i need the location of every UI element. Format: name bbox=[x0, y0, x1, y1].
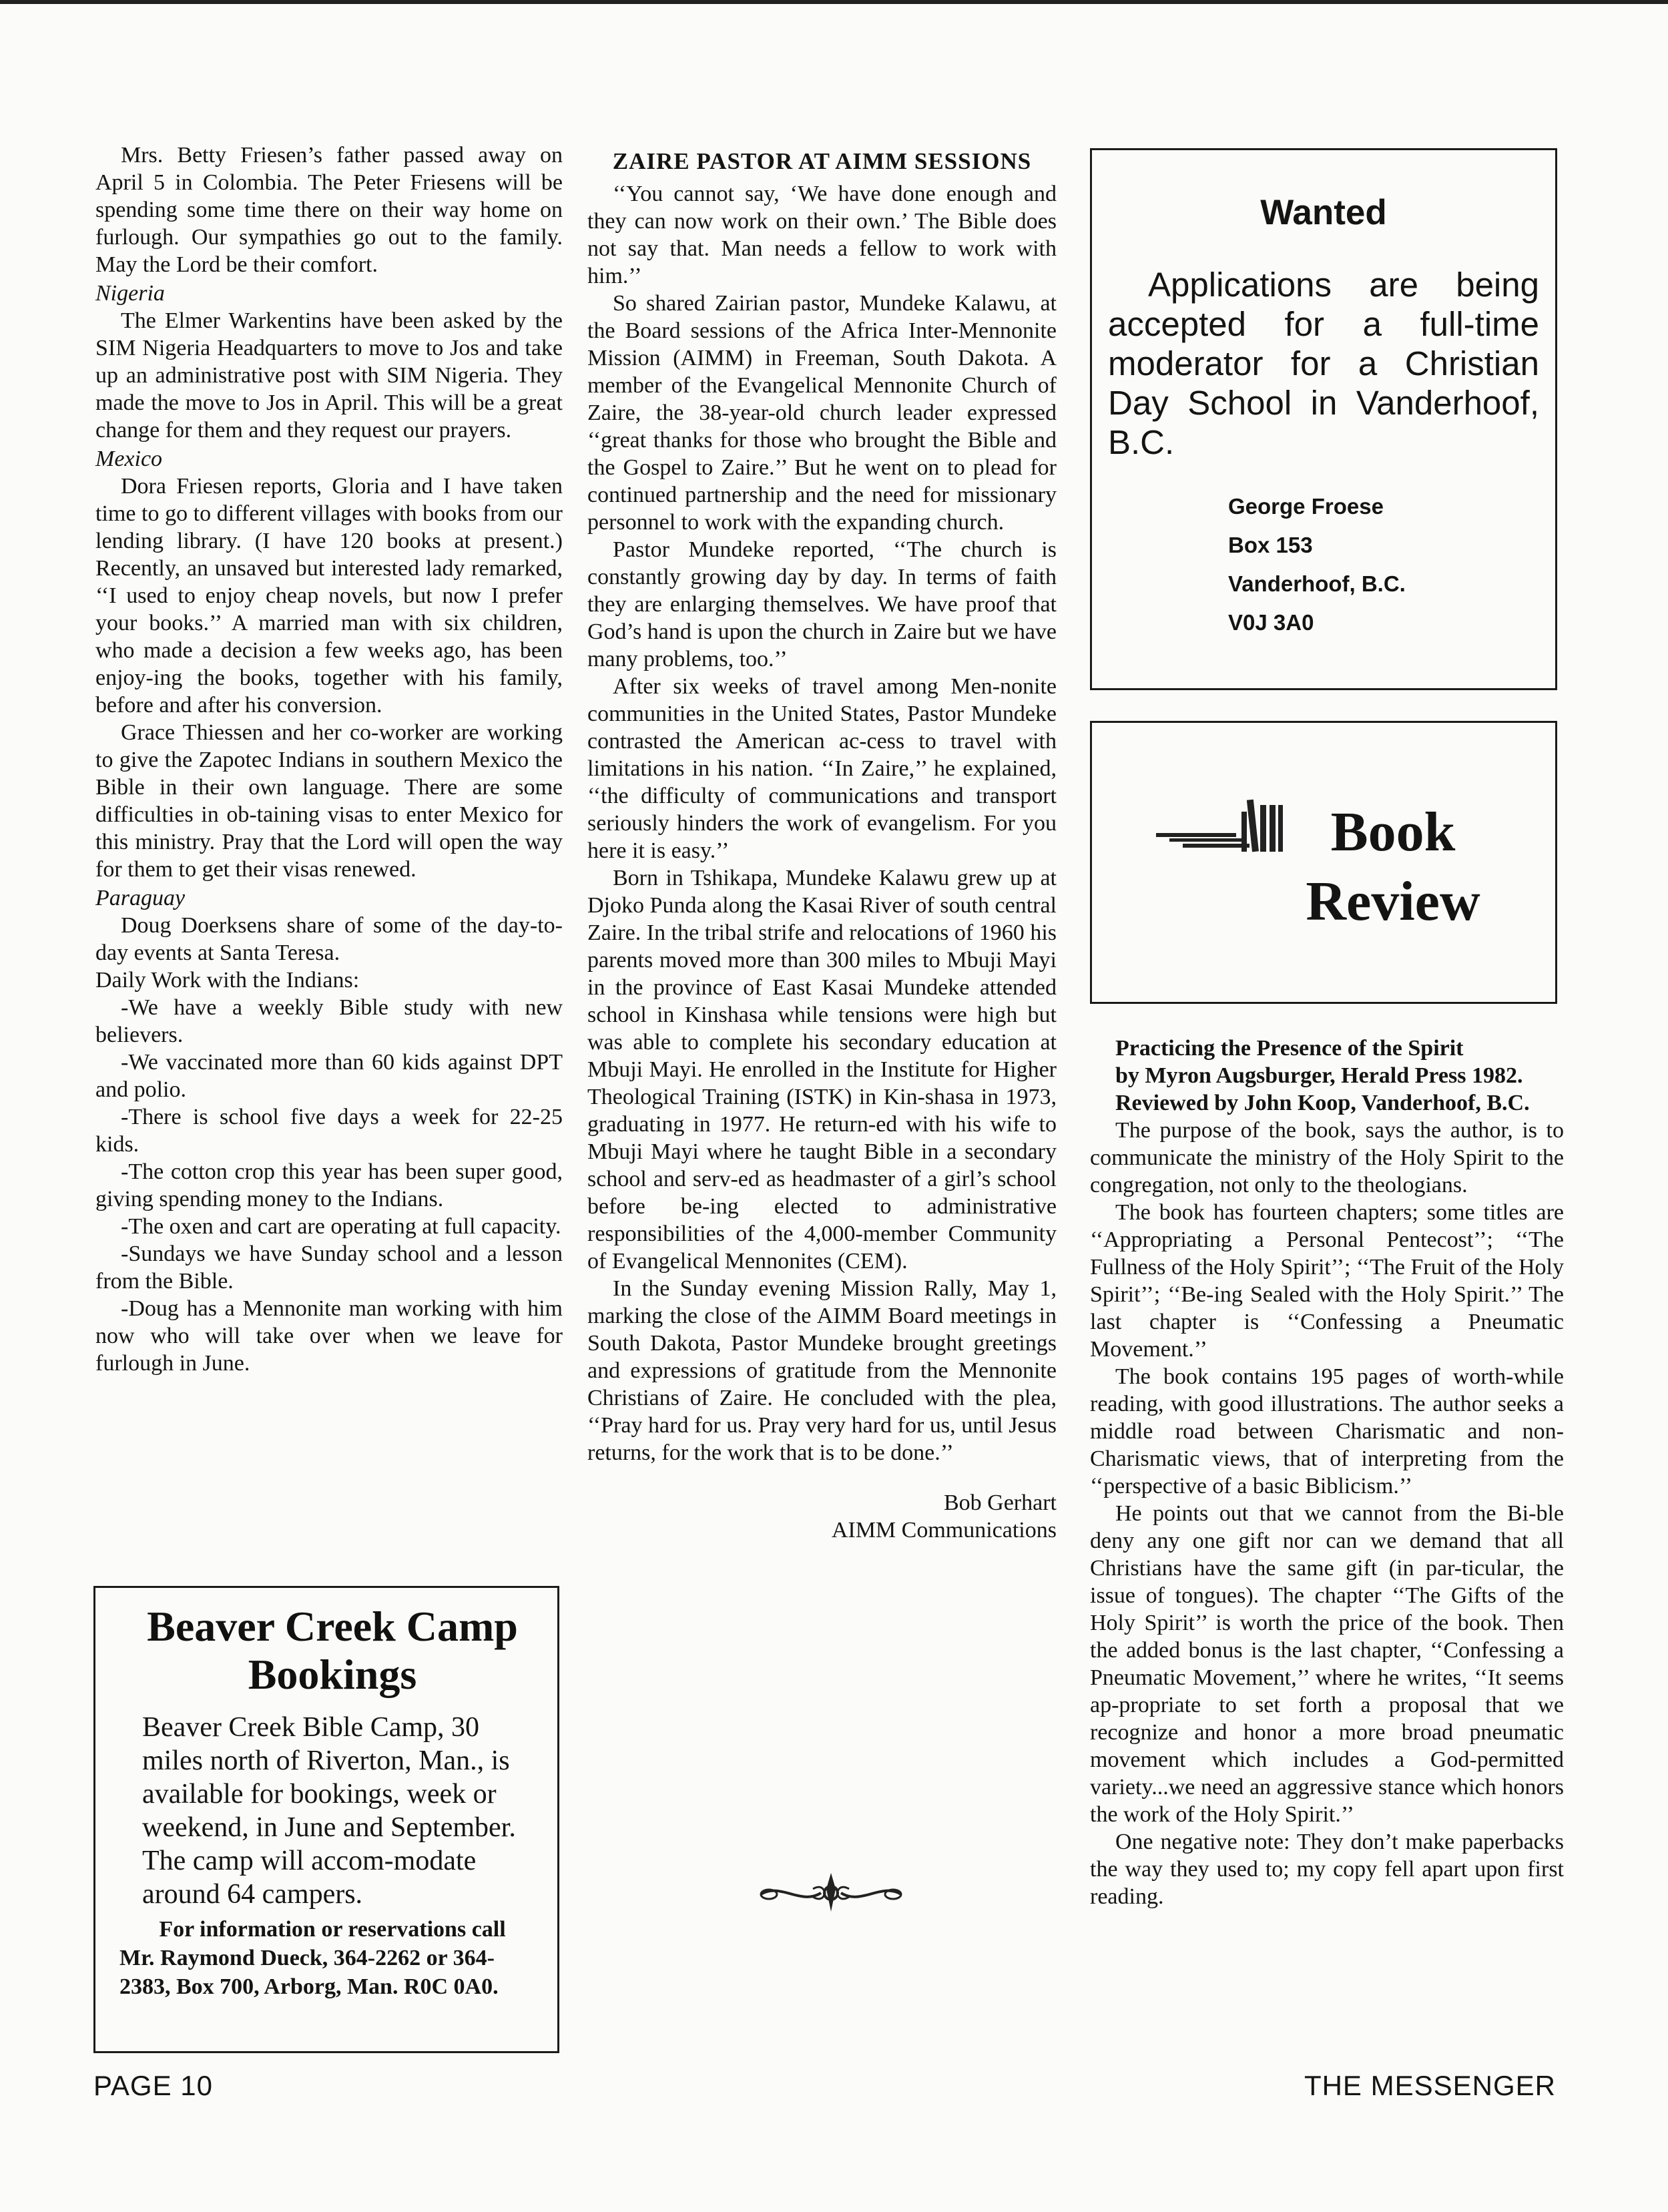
list-item: -The cotton crop this year has been super good, giving spending money to the Indians. bbox=[95, 1159, 563, 1211]
review-reviewer: Reviewed by John Koop, Vanderhoof, B.C. bbox=[1115, 1091, 1530, 1115]
ornament-icon bbox=[754, 1869, 908, 1916]
review-book-title: Practicing the Presence of the Spirit bbox=[1115, 1036, 1464, 1061]
list-item: -There is school five days a week for 22-25 kids. bbox=[95, 1105, 563, 1157]
wanted-title: Wanted bbox=[1260, 193, 1387, 232]
mexico-paragraph-1: Dora Friesen reports, Gloria and I have taken time to go to different villages with books from our lending library. (I have 120 books at present.) Recently, an unsaved but interested lady remarked, ‘‘I used to enjoy cheap novels, but now I prefer your books.’’ A married man with six children, who made a decision a few weeks ago, has been enjoy-ing the books, together with his family, before and after his conversion. bbox=[95, 474, 563, 718]
article-signature bbox=[587, 1489, 1057, 1544]
camp-ad-contact bbox=[119, 1915, 545, 2001]
book-review-title bbox=[1283, 798, 1503, 936]
article-headline: ZAIRE PASTOR AT AIMM SESSIONS bbox=[612, 148, 1032, 174]
contact-postal: V0J 3A0 bbox=[1228, 610, 1314, 635]
signature-name: Bob Gerhart bbox=[943, 1490, 1057, 1515]
publication-name: THE MESSENGER bbox=[1304, 2070, 1556, 2101]
beaver-creek-camp-ad bbox=[93, 1586, 559, 2053]
review-paragraph: The book contains 195 pages of worth-while reading, with good illustrations. The author seeks a middle road between Charismatic and non-Charismatic views, that of interpreting from the ‘‘perspective of a basic Biblicism.’’ bbox=[1090, 1364, 1564, 1498]
camp-ad-title: Beaver Creek Camp Bookings bbox=[147, 1603, 518, 1698]
article-paragraph: In the Sunday evening Mission Rally, May 1, marking the close of the AIMM Board meetings in South Dakota, Pastor Mundeke brought greetings and expressions of gratitude from the Mennonite Christians of Zaire. He concluded with the plea, ‘‘Pray hard for us. Pray very hard for us, until Jesus returns, for the work that is to be done.’’ bbox=[587, 1276, 1057, 1465]
article-paragraph: Born in Tshikapa, Mundeke Kalawu grew up at Djoko Punda along the Kasai River of south central Zaire. In the tribal strife and relocations of 1960 his parents moved more than 300 miles to Mbuji Mayi in the province of East Kasai Mundeke attended school in Kinshasa while tensions were high but was able to complete his secondary education at Mbuji Mayi. He enrolled in the Institute for Higher Theological Training (ISTK) in Kin-shasa in 1973, graduating in 1977. He return-ed with his wife to Mbuji Mayi where he taught Bible in a secondary school and serv-ed as headmaster of a girl’s school before be-ing elected to administrative responsibilities of the 4,000-member Community of Evangelical Mennonites (CEM). bbox=[587, 866, 1057, 1274]
article-paragraph: After six weeks of travel among Men-nonite communities in the United States, Pastor Mundeke contrasted the American ac-cess to travel with limitations in his nation. ‘‘In Zaire,’’ he explained, ‘‘the difficulty of communications and transport seriously hinders the work of evangelism. For you here it is easy.’’ bbox=[587, 674, 1057, 863]
review-paragraph: The purpose of the book, says the author, is to communicate the ministry of the Holy Spirit to the congregation, not only to the theologians. bbox=[1090, 1118, 1564, 1197]
zaire-article-column bbox=[587, 147, 1057, 1544]
camp-ad-contact-line1: For information or reservations call bbox=[159, 1917, 506, 1942]
book-review-title-line2: Review bbox=[1306, 870, 1480, 932]
friesen-paragraph: Mrs. Betty Friesen’s father passed away on April 5 in Colombia. The Peter Friesens will be spending some time there on their way home on furlough. Our sympathies go out to the family. May the Lord be their comfort. bbox=[95, 143, 563, 277]
mexico-subhead: Mexico bbox=[95, 447, 163, 471]
camp-ad-contact-line2: Mr. Raymond Dueck, 364-2262 or 364-2383, Box 700, Arborg, Man. R0C 0A0. bbox=[119, 1946, 499, 1999]
page-number: PAGE 10 bbox=[93, 2070, 213, 2101]
wanted-body: Applications are being accepted for a full-time moderator for a Christian Day School in Vanderhoof, B.C. bbox=[1108, 266, 1539, 461]
mission-news-column bbox=[95, 142, 563, 1377]
review-paragraph: He points out that we cannot from the Bi-ble deny any one gift nor can we demand that all Christians have the same gift (in par-ticular, the issue of tongues). The chapter ‘‘The Gifts of the Holy Spirit’’ is worth the price of the book. Then the added bonus is the last chapter, ‘‘Confessing a Pneumatic Movement,’’ where he writes, ‘‘It seems ap-propriate to set forth a proposal that we recognize and honor a more broad pneumatic movement which includes a God-permitted variety...we need an aggressive stance which honors the work of the Holy Spirit.’’ bbox=[1090, 1501, 1564, 1827]
contact-box: Box 153 bbox=[1228, 533, 1313, 557]
contact-name: George Froese bbox=[1228, 494, 1384, 519]
top-edge-rule bbox=[0, 0, 1668, 4]
wanted-ad bbox=[1090, 148, 1557, 690]
list-item: -The oxen and cart are operating at full capacity. bbox=[121, 1214, 561, 1239]
paraguay-paragraph-2: Daily Work with the Indians: bbox=[95, 968, 360, 993]
article-paragraph: ‘‘You cannot say, ‘We have done enough and they can now work on their own.’ The Bible does not say that. Man needs a fellow to work with him.’’ bbox=[587, 182, 1057, 288]
mexico-paragraph-2: Grace Thiessen and her co-worker are working to give the Zapotec Indians in southern Mexico the Bible in their own language. There are some difficulties in ob-taining visas to enter Mexico for this ministry. Pray that the Lord will open the way for them to get their visas renewed. bbox=[95, 720, 563, 882]
contact-town: Vanderhoof, B.C. bbox=[1228, 571, 1406, 596]
paraguay-paragraph-1: Doug Doerksens share of some of the day-to-day events at Santa Teresa. bbox=[95, 913, 563, 965]
nigeria-subhead: Nigeria bbox=[95, 281, 165, 306]
book-review-title-line1: Book bbox=[1330, 801, 1456, 863]
books-icon bbox=[1156, 793, 1283, 853]
list-item: -We have a weekly Bible study with new believers. bbox=[95, 995, 563, 1047]
review-book-author: by Myron Augsburger, Herald Press 1982. bbox=[1115, 1063, 1523, 1088]
list-item: -Sundays we have Sunday school and a lesson from the Bible. bbox=[95, 1241, 563, 1294]
wanted-contact bbox=[1228, 487, 1539, 642]
review-paragraph: The book has fourteen chapters; some titles are ‘‘Appropriating a Personal Pentecost’’; ‘‘The Fullness of the Holy Spirit’’; ‘‘The Fruit of the Holy Spirit’’; ‘‘Be-ing Sealed with the Holy Spirit.’’ The last chapter is ‘‘Confessing a Pneumatic Movement.’’ bbox=[1090, 1200, 1564, 1362]
list-item: -Doug has a Mennonite man working with him now who will take over when we leave for furlough in June. bbox=[95, 1296, 563, 1376]
list-item: -We vaccinated more than 60 kids against DPT and polio. bbox=[95, 1050, 563, 1102]
paraguay-subhead: Paraguay bbox=[95, 886, 186, 910]
nigeria-paragraph: The Elmer Warkentins have been asked by the SIM Nigeria Headquarters to move to Jos and take up an administrative post with SIM Nigeria. They made the move to Jos in April. This will be a great change for them and they request our prayers. bbox=[95, 308, 563, 443]
camp-ad-body: Beaver Creek Bible Camp, 30 miles north of Riverton, Man., is available for bookings, week or weekend, in June and September. The camp will accom-modate around 64 campers. bbox=[142, 1712, 516, 1910]
book-review-banner bbox=[1090, 721, 1557, 1004]
signature-org: AIMM Communications bbox=[831, 1518, 1057, 1543]
article-paragraph: Pastor Mundeke reported, ‘‘The church is constantly growing day by day. In terms of faith they are enlarging themselves. We have proof that God’s hand is upon the church in Zaire but we have many problems, too.’’ bbox=[587, 537, 1057, 671]
article-paragraph: So shared Zairian pastor, Mundeke Kalawu, at the Board sessions of the Africa Inter-Mennonite Mission (AIMM) in Freeman, South Dakota. A member of the Evangelical Mennonite Church of Zaire, the 38-year-old church leader expressed ‘‘great thanks for those who brought the Bible and the Gospel to Zaire.’’ But he went on to plead for continued partnership and the need for missionary personnel to work with the expanding church. bbox=[587, 291, 1057, 535]
book-review-column bbox=[1090, 1035, 1564, 1910]
review-paragraph: One negative note: They don’t make paperbacks the way they used to; my copy fell apart upon first reading. bbox=[1090, 1830, 1564, 1909]
